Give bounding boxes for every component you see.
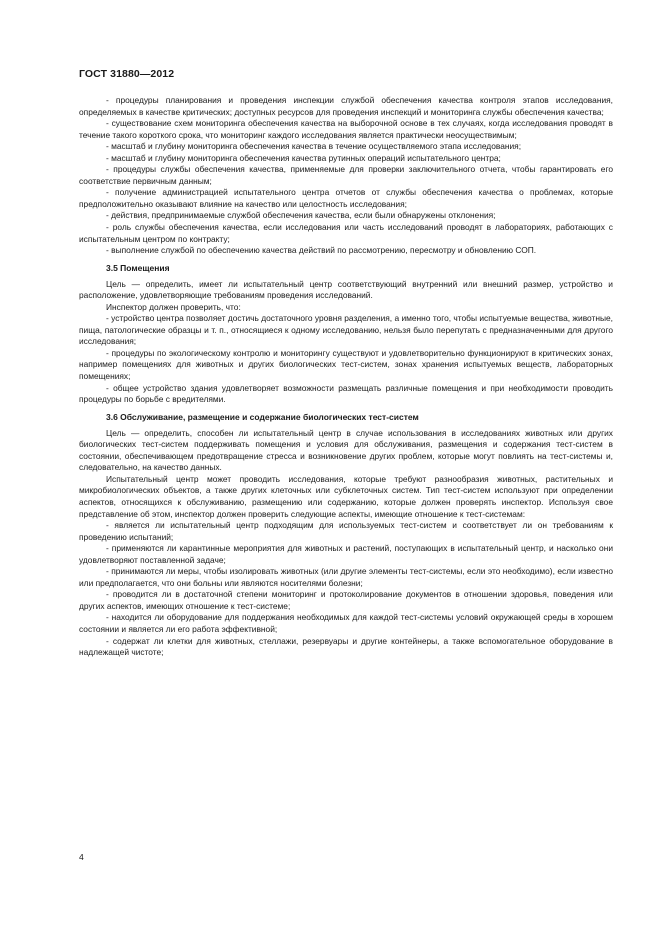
body-paragraph: - общее устройство здания удовлетворяет возможности размещать различные помещения и при необходимости проводить процедуры по борьбе с вредителями. (79, 382, 613, 405)
body-paragraph: - находится ли оборудование для поддержания необходимых для каждой тест-системы условий окружающей среды в хорошем состоянии и является ли его работа эффективной; (79, 612, 613, 634)
body-paragraph: - проводится ли в достаточной степени мониторинг и протоколирование документов в отношении здоровья, поведения или других аспектов, имеющих отношение к тест-системе; (79, 589, 613, 611)
body-paragraph: - процедуры по экологическому контролю и мониторингу существуют и удовлетворительно функционируют в критических зонах, например помещениях для животных и других биологических тест-систем, зонах хранения испытуемых веществ, лабораторных помещениях; (79, 347, 613, 382)
body-paragraph: - выполнение службой по обеспечению качества действий по рассмотрению, пересмотру и обновлению СОП. (106, 245, 537, 256)
body-paragraph: - существование схем мониторинга обеспечения качества на выборочной основе в тех случаях, когда исследования проводят в течение такого короткого срока, что мониторинг каждого исследования является практически неосуществимым; (79, 118, 613, 140)
body-paragraph: - масштаб и глубину мониторинга обеспечения качества рутинных операций испытательного центра; (106, 152, 501, 163)
section-heading: 3.6 Обслуживание, размещение и содержание биологических тест-систем (106, 411, 419, 422)
document-body (79, 95, 613, 659)
body-paragraph: - содержат ли клетки для животных, стеллажи, резервуары и другие контейнеры, а также вспомогательное оборудование в надлежащей чистоте; (79, 635, 613, 658)
body-paragraph: Цель — определить, способен ли испытательный центр в случае использования в исследованиях животных или других биологических тест-систем поддерживать помещения и условия для обслуживания, размещения и содержания тест-систем в состоянии, обеспечивающем предотвращение стресса и возникновение других проблем, которые могут повлиять на тест-системы и, следовательно, на качество данных. (79, 427, 613, 473)
body-paragraph: - процедуры службы обеспечения качества, применяемые для проверки заключительного отчета, чтобы гарантировать его соответствие первичным данным; (79, 164, 613, 186)
body-paragraph: - получение администрацией испытательного центра отчетов от службы обеспечения качества о проблемах, которые предположительно оказывают влияние на качество или целостность исследования; (79, 187, 613, 209)
body-paragraph: - принимаются ли меры, чтобы изолировать животных (или другие элементы тест-системы, если это необходимо), если известно или предполагается, что они больны или являются носителями болезни; (79, 566, 613, 588)
body-paragraph: - роль службы обеспечения качества, если исследования или часть исследований проводят в лабораториях, работающих с испытательным центром по контракту; (79, 222, 613, 244)
section-heading: 3.5 Помещения (106, 262, 170, 273)
body-paragraph: - применяются ли карантинные мероприятия для животных и растений, поступающих в испытательный центр, и насколько они удовлетворяют поставленной задаче; (79, 543, 613, 565)
body-paragraph: - действия, предпринимаемые службой обеспечения качества, если были обнаружены отклонения; (106, 210, 496, 221)
body-paragraph: - устройство центра позволяет достичь достаточного уровня разделения, а именно того, чтобы испытуемые вещества, животные, пища, патологические образцы и т. п., относящиеся к одному исследованию, нельзя было перепутать с предназначенными для другого исследования; (79, 313, 613, 347)
page-number: 4 (79, 852, 84, 862)
body-paragraph: Испытательный центр может проводить исследования, которые требуют разнообразия животных, растительных и микробиологических объектов, а также других клеточных или субклеточных систем. Тип тест-систем используют при определении аспектов, относящихся к обслуживанию, размещению или содержанию, которые должен проверять инспектор. Используя свое представление об этом, инспектор должен проверить следующие аспекты, имеющие отношение к тест-системам: (79, 473, 613, 519)
document-header: ГОСТ 31880—2012 (79, 68, 175, 80)
body-paragraph: - процедуры планирования и проведения инспекции службой обеспечения качества контроля этапов исследования, определяемых в качестве критических; доступных ресурсов для проведения инспекций и мониторинга службы обеспечения качества; (79, 95, 613, 117)
body-paragraph: Цель — определить, имеет ли испытательный центр соответствующий внутренний или внешний размер, устройство и расположение, удовлетворяющие требованиям проведения исследований. (79, 278, 613, 301)
body-paragraph: - является ли испытательный центр подходящим для используемых тест-систем и соответствует ли он требованиям к проведению испытаний; (79, 520, 613, 542)
body-paragraph: Инспектор должен проверить, что: (106, 301, 241, 312)
body-paragraph: - масштаб и глубину мониторинга обеспечения качества в течение осуществляемого этапа исследования; (106, 141, 522, 152)
